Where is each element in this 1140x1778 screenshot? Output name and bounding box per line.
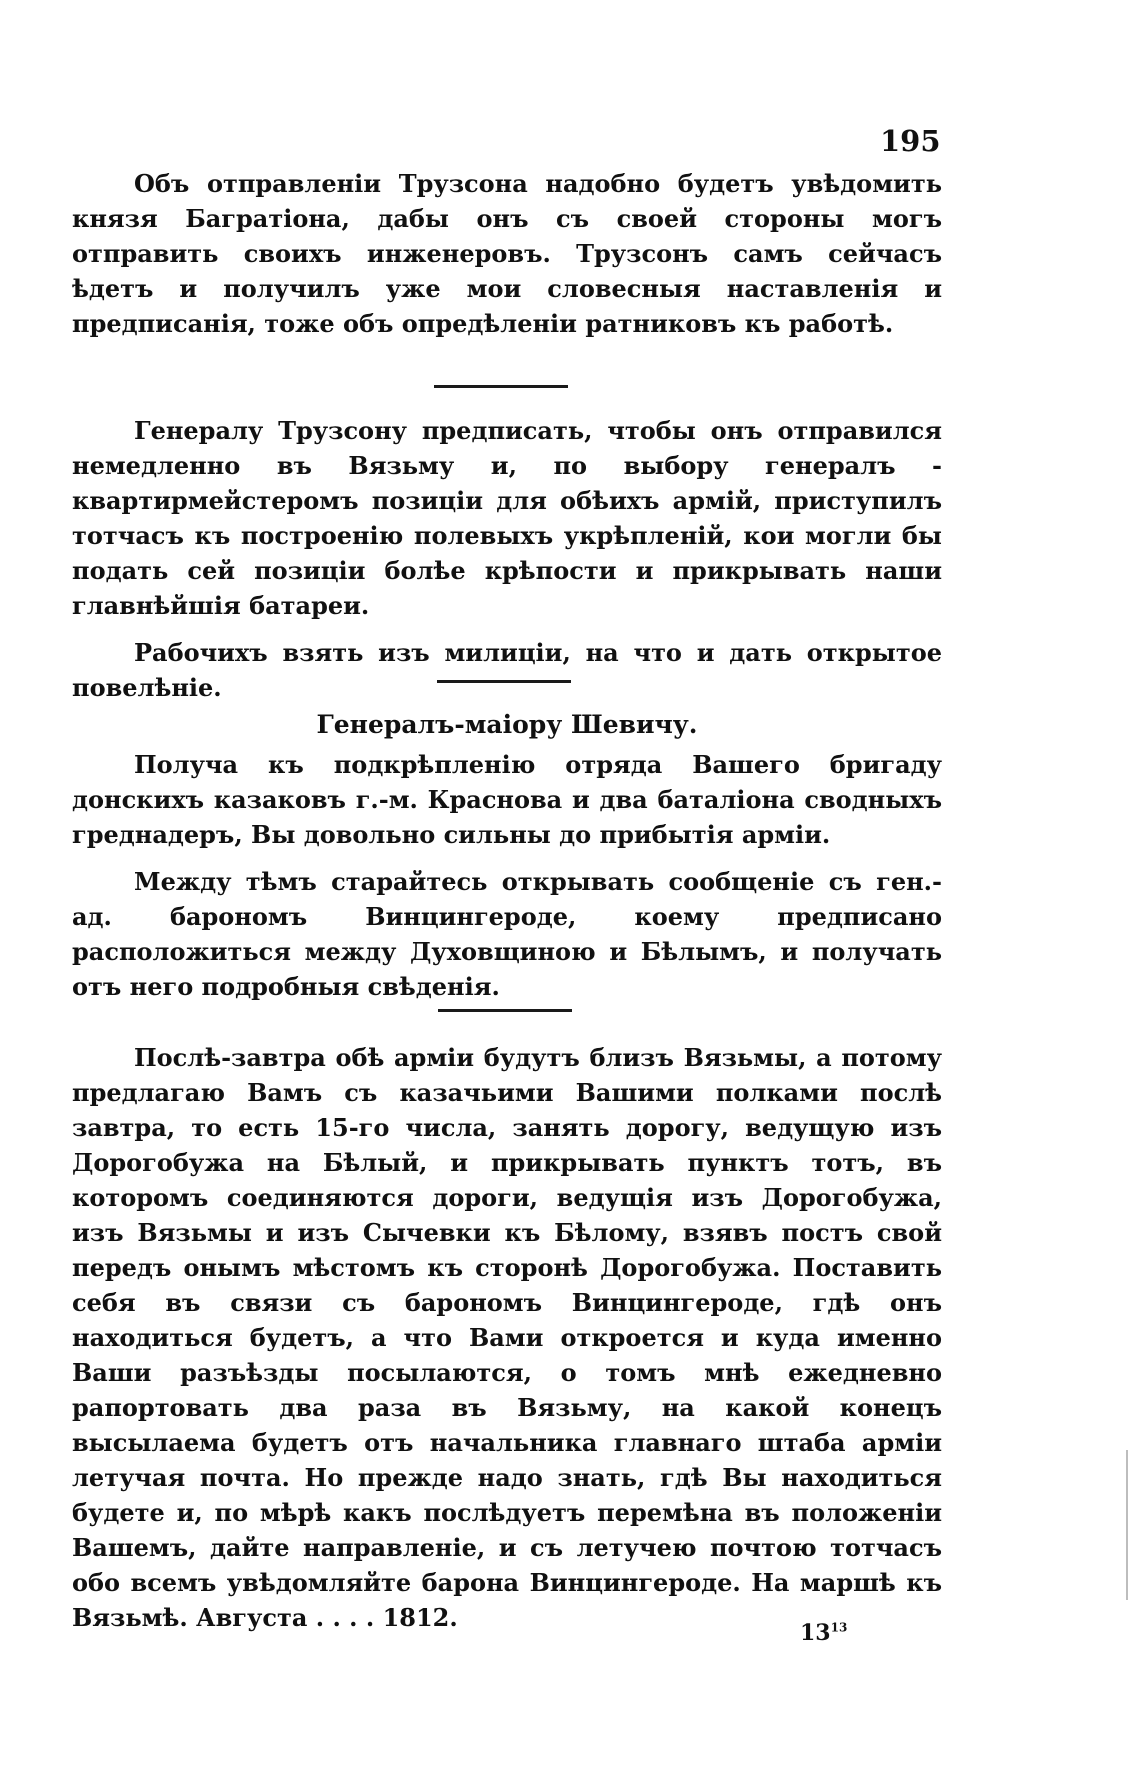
letter-heading: Генералъ-маіору Шевичу. <box>316 710 698 739</box>
page-number: 195 <box>880 124 941 158</box>
section-divider <box>438 1009 572 1012</box>
section-divider <box>437 680 571 683</box>
section-1 <box>72 166 942 353</box>
paragraph: Послѣ-завтра обѣ арміи будутъ близъ Вязьмы, а потому предлагаю Вамъ съ казачьими Вашими полками послѣ завтра, то есть 15-го числа, занять дорогу, ведущую изъ Дорогобужа на Бѣлый, и прикрывать пунктъ тотъ, въ которомъ соединяются дороги, ведущія изъ Дорогобужа, изъ Вязьмы и изъ Сычевки къ Бѣлому, взявъ постъ свой передъ онымъ мѣстомъ къ сторонѣ Дорогобужа. Поставить себя въ связи съ барономъ Винцингероде, гдѣ онъ находиться будетъ, а что Вами откроется и куда именно Ваши разъѣзды посылаются, о томъ мнѣ ежедневно рапортовать два раза въ Вязьму, на какой конецъ высылаема будетъ отъ начальника главнаго штаба арміи летучая почта. Но прежде надо знать, гдѣ Вы находиться будете и, по мѣрѣ какъ послѣдуетъ перемѣна въ положеніи Вашемъ, дайте направленіе, и съ летучею почтою тотчасъ обо всемъ увѣдомляйте барона Винцингероде. На маршѣ къ Вязьмѣ. Августа . . . . 1812. <box>72 1043 942 1632</box>
paragraph: Рабочихъ взять изъ милиціи, на что и дать открытое повелѣніе. <box>72 638 942 702</box>
paragraph: Объ отправленіи Трузсона надобно будетъ увѣдомить князя Багратіона, дабы онъ съ своей стороны могъ отправить своихъ инженеровъ. Трузсонъ самъ сейчасъ ѣдетъ и получилъ уже мои словесныя наставленія и предписанія, тоже объ опредѣленіи ратниковъ къ работѣ. <box>72 169 942 338</box>
section-3 <box>72 747 942 1016</box>
paragraph: Генералу Трузсону предписать, чтобы онъ отправился немедленно въ Вязьму и, по выбору генералъ - квартирмейстеромъ позиціи для обѣихъ армій, приступилъ тотчасъ къ построенію полевыхъ укрѣпленій, кои могли бы подать сей позиціи болѣе крѣпости и прикрывать наши главнѣйшія батареи. <box>72 416 942 620</box>
signature-superscript: 13 <box>830 1620 848 1635</box>
signature-mark <box>800 1620 847 1646</box>
section-4 <box>72 1040 942 1647</box>
section-divider <box>434 385 568 388</box>
page-edge-mark <box>1126 1450 1128 1600</box>
signature-number: 13 <box>800 1620 831 1646</box>
paragraph: Получа къ подкрѣпленію отряда Вашего бригаду донскихъ казаковъ г.-м. Краснова и два баталіона сводныхъ греднадеръ, Вы довольно сильны до прибытія арміи. <box>72 750 942 849</box>
section-2 <box>72 413 942 717</box>
paragraph: Между тѣмъ старайтесь открывать сообщеніе съ ген.-ад. барономъ Винцингероде, коему предписано расположиться между Духовщиною и Бѣлымъ, и получать отъ него подробныя свѣденія. <box>72 867 942 1001</box>
